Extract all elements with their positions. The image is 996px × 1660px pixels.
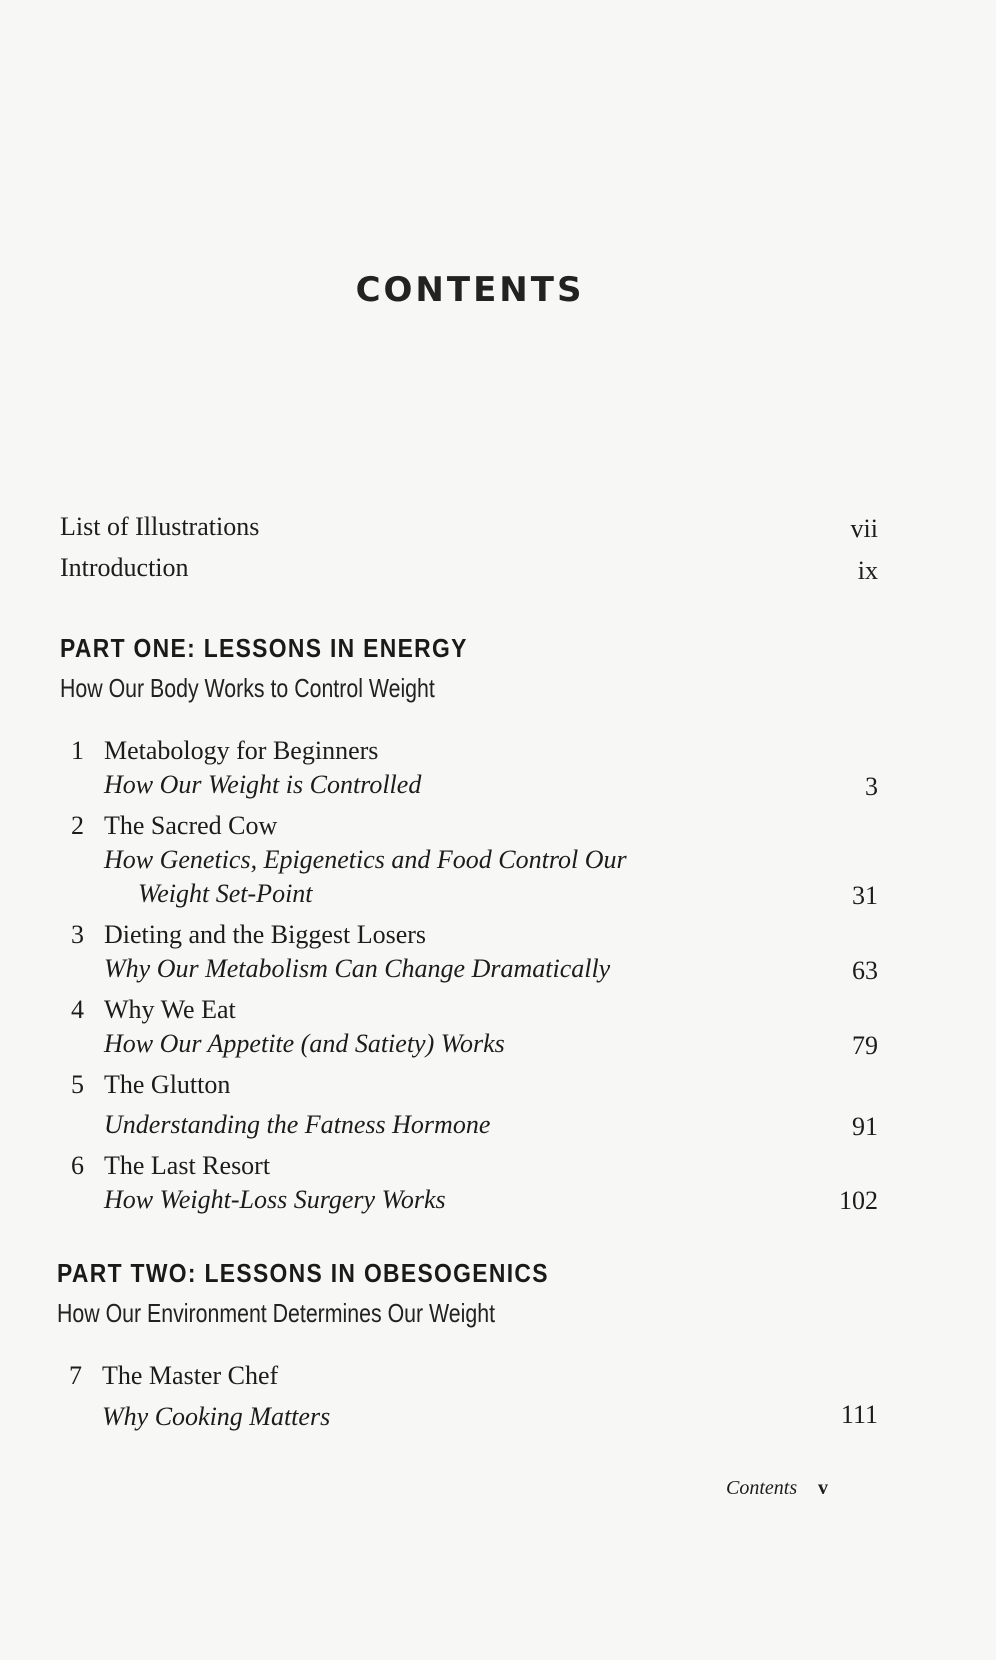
chapter-title: The Sacred Cow <box>104 811 278 840</box>
chapter-subtitle: Understanding the Fatness Hormone <box>104 1110 491 1139</box>
front-matter-label: List of Illustrations <box>60 512 260 541</box>
chapter-number: 5 <box>71 1070 84 1099</box>
chapter-title: The Last Resort <box>104 1151 271 1180</box>
chapter-title: Dieting and the Biggest Losers <box>104 920 427 949</box>
chapter-number: 2 <box>71 811 84 840</box>
chapter-page: 3 <box>865 772 878 801</box>
part-title: PART ONE: LESSONS IN ENERGY <box>60 633 468 663</box>
part-subtitle: How Our Body Works to Control Weight <box>60 673 435 703</box>
front-matter-page: ix <box>857 556 878 585</box>
chapter-subtitle: How Our Weight is Controlled <box>104 770 422 799</box>
chapter-number: 6 <box>71 1151 84 1180</box>
front-matter-page: vii <box>850 514 878 543</box>
chapter-subtitle-continued: Weight Set-Point <box>138 879 313 908</box>
front-matter-label: Introduction <box>60 553 189 582</box>
chapter-subtitle: Why Our Metabolism Can Change Dramatically <box>104 954 611 983</box>
chapter-subtitle: How Genetics, Epigenetics and Food Control Our <box>104 845 627 874</box>
chapter-title: Metabology for Beginners <box>104 736 379 765</box>
part-title: PART TWO: LESSONS IN OBESOGENICS <box>57 1258 549 1288</box>
chapter-page: 102 <box>839 1186 878 1215</box>
chapter-page: 63 <box>852 956 878 985</box>
chapter-page: 79 <box>852 1031 878 1060</box>
chapter-subtitle: How Our Appetite (and Satiety) Works <box>104 1029 505 1058</box>
folio-page-number: v <box>818 1477 828 1499</box>
chapter-title: The Glutton <box>104 1070 231 1099</box>
chapter-number: 1 <box>71 736 84 765</box>
chapter-title: Why We Eat <box>104 995 236 1024</box>
chapter-number: 7 <box>69 1361 82 1390</box>
chapter-number: 4 <box>71 995 84 1024</box>
chapter-page: 111 <box>840 1400 878 1429</box>
running-footer-label: Contents <box>726 1477 798 1499</box>
chapter-page: 31 <box>852 881 878 910</box>
chapter-number: 3 <box>71 920 84 949</box>
chapter-subtitle: How Weight-Loss Surgery Works <box>104 1185 446 1214</box>
chapter-page: 91 <box>852 1112 878 1141</box>
part-subtitle: How Our Environment Determines Our Weight <box>57 1298 496 1328</box>
page-title: CONTENTS <box>355 270 585 310</box>
chapter-title: The Master Chef <box>102 1361 279 1390</box>
chapter-subtitle: Why Cooking Matters <box>102 1402 331 1431</box>
